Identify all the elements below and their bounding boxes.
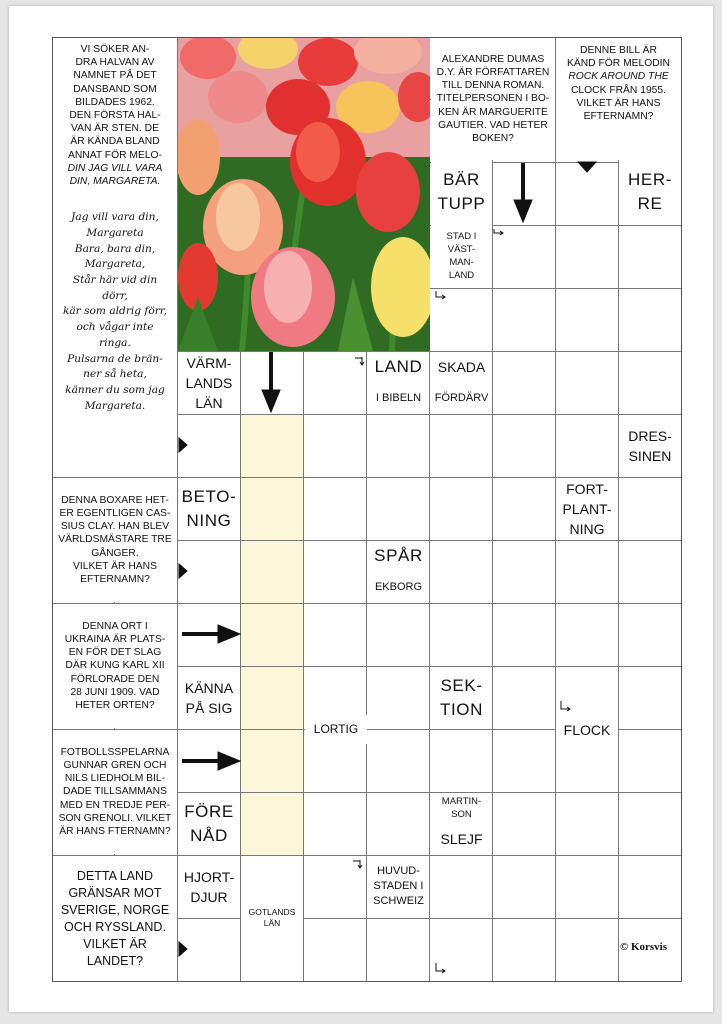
clue-line: ANNAT FÖR MELO- xyxy=(67,149,162,161)
clue-line: Margareta xyxy=(86,226,144,239)
clue-line: TILL DENNA ROMAN. xyxy=(441,80,545,92)
bill-pointer-icon xyxy=(578,162,596,172)
clue-line: CLOCK FRÅN 1955. xyxy=(570,84,666,96)
clue-forenad-line1: FÖRE xyxy=(184,801,234,821)
clue-line: GUNNAR GREN OCH xyxy=(63,759,167,771)
clue-line: känner du som jag xyxy=(65,383,165,396)
clue-skada-text: SKADA xyxy=(437,358,486,375)
clue-martinson-line1: MARTIN- xyxy=(441,795,482,807)
clue-line: och vågar inte xyxy=(76,321,154,334)
clue-line: EFTERNAMN? xyxy=(583,111,654,123)
clue-line: HETER ORTEN? xyxy=(75,700,155,711)
clue-line: ROCK AROUND THE xyxy=(568,71,669,83)
clue-line: kär som aldrig förr, xyxy=(62,305,168,318)
down-arrow-varmlands-head xyxy=(262,390,280,412)
clue-line: SON GRENOLI. VILKET xyxy=(58,812,172,824)
clue-line: BILDADES 1962. xyxy=(75,96,155,108)
clue-line: ÄR KÄNDA BLAND xyxy=(70,136,160,148)
clue-varmlands-line3: LÄN xyxy=(195,394,223,411)
clue-line: GRÄNSAR MOT xyxy=(68,885,162,900)
clue-line: EN FÖR DET SLAG xyxy=(68,647,162,659)
down-arrow-bar-tupp-head xyxy=(514,200,532,222)
clue-line: UKRAINA ÄR PLATS- xyxy=(64,633,166,645)
clue-line: GÅNGER. xyxy=(91,547,139,559)
triangle-dansband-icon xyxy=(179,438,187,452)
clue-line: FOTBOLLSSPELARNA xyxy=(60,746,170,758)
clue-line: VAN ÄR STEN. DE xyxy=(71,123,159,135)
clue-line: ner så heta, xyxy=(83,368,147,381)
clue-forenad-line2: NÅD xyxy=(190,825,228,845)
clue-fortplantning-line1: FORT- xyxy=(566,480,608,497)
clue-line: DÄR KUNG KARL XII xyxy=(65,660,165,672)
clue-stad-line3: MAN- xyxy=(449,257,474,268)
clue-line: DIN, MARGARETA. xyxy=(69,176,161,188)
clue-hjortdjur-line2: DJUR xyxy=(190,888,228,905)
clue-line: VILKET ÄR HANS xyxy=(576,97,661,109)
clue-line: ER EGENTLIGEN CAS- xyxy=(59,507,171,519)
clue-line: Står här vid din xyxy=(72,274,158,287)
clue-line: Bara, bara din, xyxy=(74,242,156,255)
clue-sektion-line1: SEK- xyxy=(440,675,483,695)
clue-line: VILKET ÄR HANS xyxy=(73,560,157,572)
clue-bar-tupp-line1: BÄR xyxy=(443,170,480,189)
clue-line: 28 JUNI 1909. VAD xyxy=(70,686,160,698)
clue-flock-text: FLOCK xyxy=(563,721,611,738)
clue-line: DRA HALVAN AV xyxy=(75,57,155,69)
triangle-boxare-icon xyxy=(179,564,187,578)
clue-line: Jag vill vara din, xyxy=(71,211,159,224)
clue-line: Pulsarna de brän- xyxy=(67,352,163,365)
clue-kanna-line1: KÄNNA xyxy=(184,679,234,696)
clue-line: DANSBAND SOM xyxy=(73,83,157,95)
clue-dressinen-line2: SINEN xyxy=(628,447,672,464)
clue-betoning-line1: BETO- xyxy=(181,486,237,506)
clue-line: MED EN TREDJE PER- xyxy=(59,799,171,811)
clue-line: SVERIGE, NORGE xyxy=(60,902,170,917)
clue-line: TITELPERSONEN I BO- xyxy=(436,93,550,105)
clue-line: Margareta, xyxy=(84,258,146,271)
clue-line: dörr, xyxy=(102,289,128,302)
clue-line: DEN FÖRSTA HAL- xyxy=(69,110,161,122)
clue-line: EFTERNAMN? xyxy=(80,574,150,585)
clue-hjortdjur-line1: HJORT- xyxy=(183,868,235,885)
clue-gotlands-line2: LÄN xyxy=(263,917,281,928)
clue-huvudstaden-line3: SCHWEIZ xyxy=(373,895,424,907)
clue-huvudstaden-line2: STADEN I xyxy=(373,880,424,892)
clue-line: BOKEN? xyxy=(472,133,514,144)
clue-slejf-text: SLEJF xyxy=(440,831,483,847)
clue-line: DENNA BOXARE HET- xyxy=(61,494,169,506)
clue-betoning-line2: NING xyxy=(186,510,232,530)
clue-fortplantning-line3: NING xyxy=(569,520,605,537)
clue-line: DIN JAG VILL VARA xyxy=(67,162,163,174)
copyright: © Korsvis xyxy=(620,941,668,953)
clue-line: KEN ÄR MARGUERITE xyxy=(438,106,548,118)
clue-line: VÄRLDSMÄSTARE TRE xyxy=(58,534,172,546)
clue-varmlands-line2: LANDS xyxy=(185,374,233,391)
clue-line: D.Y. ÄR FÖRFATTAREN xyxy=(436,66,550,78)
clue-line: SIUS CLAY. HAN BLEV xyxy=(60,521,170,533)
clue-bar-tupp-line2: TUPP xyxy=(437,194,486,213)
clue-line: NILS LIEDHOLM BIL- xyxy=(64,773,166,785)
clue-line: VILKET ÄR xyxy=(83,936,147,951)
clue-line: DENNE BILL ÄR xyxy=(580,45,657,56)
clue-line: NAMNET PÅ DET xyxy=(73,70,157,82)
clue-line: ALEXANDRE DUMAS xyxy=(441,53,545,65)
clue-line: GAUTIER. VAD HETER xyxy=(438,119,548,131)
clue-spar-text: SPÅR xyxy=(374,545,423,565)
triangle-land-icon xyxy=(179,942,187,956)
clue-line: FÖRLORADE DEN xyxy=(70,673,160,685)
clue-fordarv-text: FÖRDÄRV xyxy=(434,391,489,404)
clue-ekborg-text: EKBORG xyxy=(374,580,423,593)
clue-line: Margareta. xyxy=(84,399,146,412)
right-arrow-fotboll-head xyxy=(218,752,240,770)
clue-huvudstaden-line1: HUVUD- xyxy=(377,865,420,877)
clue-i-bibeln-text: I BIBELN xyxy=(375,391,422,404)
clue-stad-line1: STAD I xyxy=(446,231,477,242)
clue-line: DETTA LAND xyxy=(76,868,154,883)
right-arrow-ukraina-head xyxy=(218,625,240,643)
clue-lortig-text: LORTIG xyxy=(313,722,359,736)
clue-varmlands-line1: VÄRM- xyxy=(186,354,232,371)
clue-line: ringa. xyxy=(99,336,131,349)
clue-line: OCH RYSSLAND. xyxy=(64,919,166,934)
clue-herre-line2: RE xyxy=(637,194,663,213)
clue-stad-line2: VÄST- xyxy=(447,244,476,255)
clue-line: DENNA ORT I xyxy=(82,620,148,632)
clue-kanna-line2: PÅ SIG xyxy=(185,699,233,716)
clue-sektion-line2: TION xyxy=(439,699,483,719)
clue-line: ÄR HANS FTERNAMN? xyxy=(59,826,171,837)
clue-line: VI SÖKER AN- xyxy=(80,44,150,55)
clue-dressinen-line1: DRES- xyxy=(628,427,672,444)
clue-stad-line4: LAND xyxy=(448,270,475,281)
clue-line: LANDET? xyxy=(86,953,144,968)
clue-fortplantning-line2: PLANT- xyxy=(562,500,612,517)
clue-line: DADE TILLSAMMANS xyxy=(63,786,167,798)
clue-land-text: LAND xyxy=(374,356,423,376)
clue-herre-line1: HER- xyxy=(628,170,672,189)
clue-line: KÄND FÖR MELODIN xyxy=(567,58,670,70)
clue-martinson-line2: SON xyxy=(451,808,472,820)
clue-gotlands-line1: GOTLANDS xyxy=(248,906,296,917)
